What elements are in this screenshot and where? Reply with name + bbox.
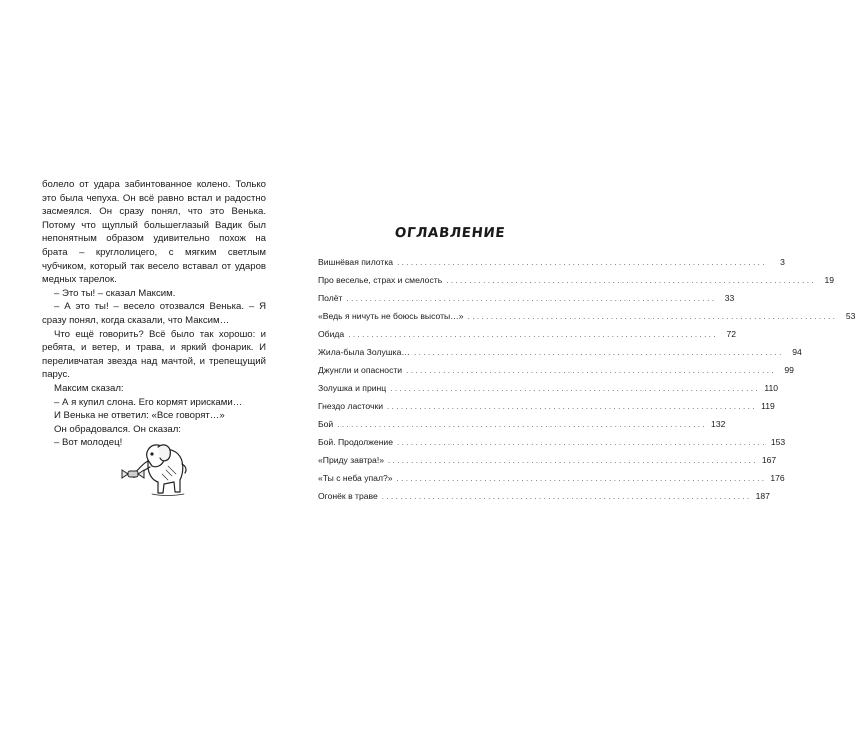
toc-entry-page: 119 [761,401,775,411]
toc-leader-dots: ................................................................................ [413,348,784,357]
toc-leader-dots: ................................................................................ [397,258,767,267]
toc-entry-page: 132 [711,419,726,429]
right-page [300,0,855,750]
toc-entry-page: 99 [784,365,794,375]
toc-entry-page: 19 [824,275,834,285]
toc-entry-title: Обида [318,329,345,339]
story-paragraph: – А это ты! – весело отозвался Венька. – Я сразу понял, когда сказали, что Максим… [42,301,266,326]
toc-entry-page: 33 [724,293,735,303]
toc-entry[interactable] [318,329,737,347]
story-paragraph: – Это ты! – сказал Максим. [54,287,176,299]
toc-entry-page: 53 [845,311,855,321]
toc-entry-title: Джунгли и опасности [318,365,403,375]
story-paragraph: Что ещё говорить? Всё было так хорошо: и ребята, и ветер, и трава, и яркий фонарик. И переливчатая звезда над мачтой, и трепещущий парус. [42,328,266,381]
toc-leader-dots: ................................................................................ [467,312,838,321]
toc-leader-dots: ................................................................................ [387,402,757,411]
toc-entry[interactable] [318,365,794,383]
table-of-contents [318,257,855,509]
toc-entry[interactable] [318,491,770,509]
toc-leader-dots: ................................................................................ [337,420,708,429]
toc-entry[interactable] [318,473,785,491]
toc-entry-title: Полёт [318,293,343,303]
toc-entry-title: Бой [318,419,334,429]
toc-leader-dots: ................................................................................ [446,276,816,285]
toc-entry[interactable] [318,419,726,437]
story-paragraph: – А я купил слона. Его кормят ирисками… [54,396,243,408]
toc-entry[interactable] [318,455,777,473]
toc-entry[interactable] [318,437,786,455]
story-paragraph: И Венька не ответил: «Все говорят…» [54,410,225,422]
toc-leader-dots: ................................................................................ [346,294,717,303]
story-paragraph: болело от удара забинтованное колено. Только это была чепуха. Он всё равно встал и радостно засмеялся. Он сразу понял, что это Венька. Потому что щуплый большеглазый Вадик был непонятным образом удивительно похож на брата – круглолицего, с мягким светлым чубчиком, который так весело вставал от ударов медных тарелок. [42,179,266,286]
toc-leader-dots: ................................................................................ [396,474,767,483]
toc-entry-title: «Приду завтра!» [318,455,384,465]
story-text [42,178,266,450]
elephant-icon [118,430,190,498]
toc-entry[interactable] [318,383,779,401]
toc-entry[interactable] [318,401,775,419]
toc-leader-dots: ................................................................................ [397,438,767,447]
toc-title: ОГЛАВЛЕНИЕ [394,225,506,241]
toc-entry[interactable] [318,293,735,311]
toc-entry-page: 153 [770,437,786,447]
toc-entry-title: «Ты с неба упал?» [318,473,393,483]
toc-entry-page: 176 [770,473,785,483]
toc-entry-title: Бой. Продолжение [318,437,394,447]
story-paragraph: Максим сказал: [54,382,124,394]
toc-entry[interactable] [318,257,785,275]
toc-entry-title: Золушка и принц [318,383,387,393]
story-paragraph: Он обрадовался. Он сказал: [54,423,181,435]
toc-leader-dots: ................................................................................ [406,366,776,375]
toc-entry-page: 3 [780,257,785,267]
toc-entry-title: Вишнёвая пилотка [318,257,394,267]
story-paragraph: – Вот молодец! [54,437,123,449]
toc-entry[interactable] [318,347,802,365]
toc-entry-page: 167 [761,455,777,465]
toc-entry-page: 94 [792,347,802,357]
toc-entry-title: Огонёк в траве [318,491,378,501]
toc-entry[interactable] [318,275,834,293]
toc-entry-page: 110 [764,383,779,393]
toc-leader-dots: ................................................................................ [388,456,758,465]
toc-entry[interactable] [318,311,855,329]
toc-entry-title: «Ведь я ничуть не боюсь высоты…» [318,311,464,321]
toc-entry-title: Про веселье, страх и смелость [318,275,443,285]
toc-entry-title: Жила-была Золушка… [318,347,410,357]
toc-entry-page: 72 [726,329,737,339]
toc-leader-dots: ................................................................................ [381,492,752,501]
left-page [0,0,300,750]
toc-leader-dots: ................................................................................ [390,384,761,393]
toc-entry-title: Гнездо ласточки [318,401,383,411]
toc-entry-page: 187 [755,491,770,501]
toc-leader-dots: ................................................................................ [348,330,719,339]
